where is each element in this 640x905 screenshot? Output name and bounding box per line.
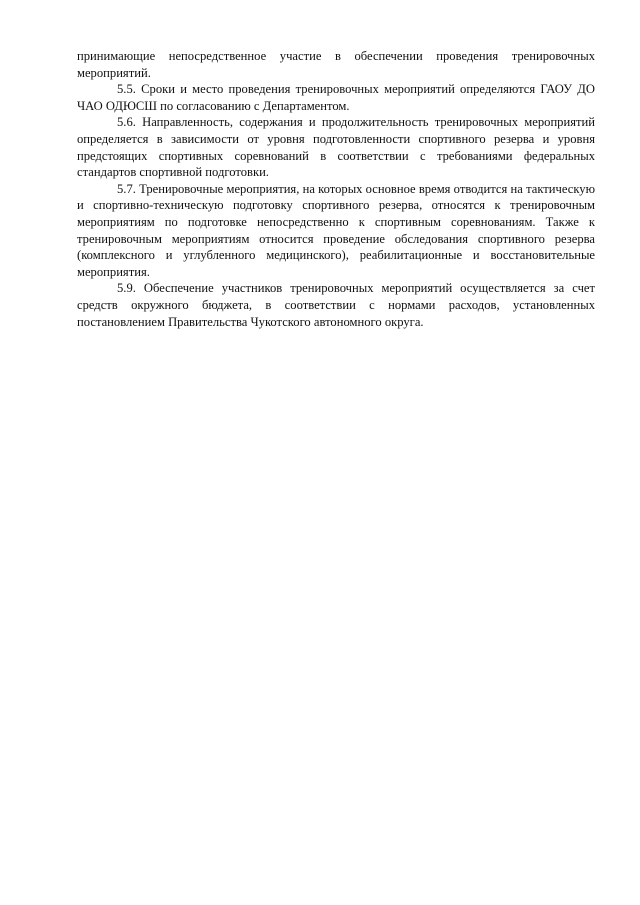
paragraph-5-7: 5.7. Тренировочные мероприятия, на которых основное время отводится на тактическую и спортивно-техническую подготовку спортивного резерва, относятся к тренировочным мероприятиям по подготовке непосредственно к спортивным соревнованиям. Также к тренировочным мероприятиям относится проведение обследования спортивного резерва (комплексного и углубленного медицинского), реабилитационные и восстановительные мероприятия. [77, 181, 595, 279]
paragraph-continuation: принимающие непосредственное участие в обеспечении проведения тренировочных мероприятий. [77, 49, 595, 80]
paragraph-5-9: 5.9. Обеспечение участников тренировочных мероприятий осуществляется за счет средств окружного бюджета, в соответствии с нормами расходов, установленных постановлением Правительства Чукотского автономного округа. [77, 281, 595, 329]
document-body [77, 48, 595, 330]
paragraph-5-6: 5.6. Направленность, содержания и продолжительность тренировочных мероприятий определяется в зависимости от уровня подготовленности спортивного резерва и уровня предстоящих спортивных соревнований в соответствии с требованиями федеральных стандартов спортивной подготовки. [77, 115, 595, 180]
paragraph-5-5: 5.5. Сроки и место проведения тренировочных мероприятий определяются ГАОУ ДО ЧАО ОДЮСШ по согласованию с Департаментом. [77, 82, 595, 113]
